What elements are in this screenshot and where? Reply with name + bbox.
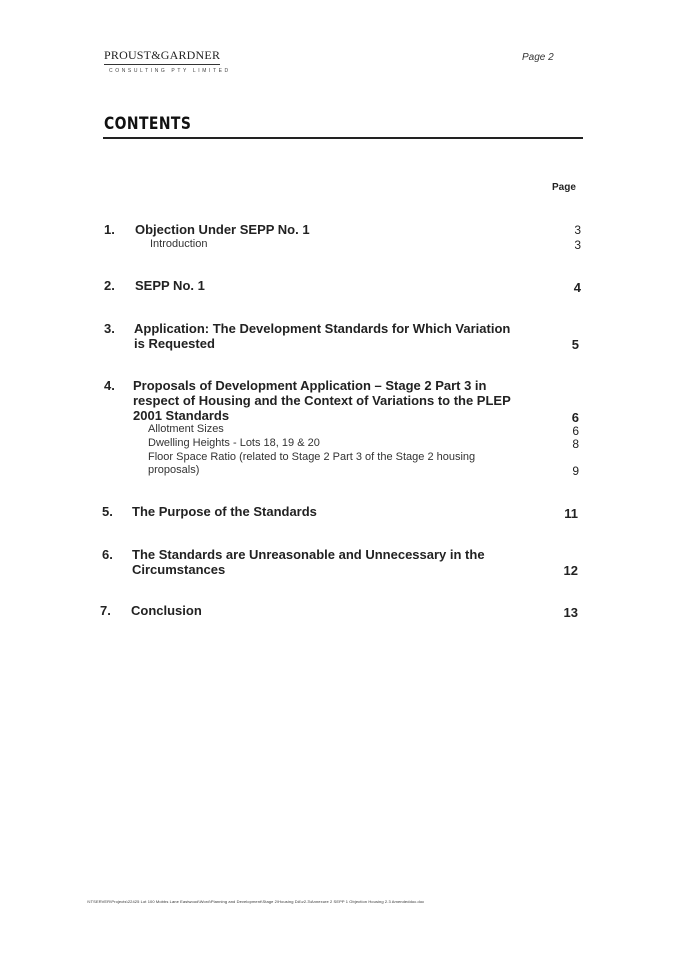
company-logo [104, 46, 231, 74]
page-number: Page 2 [522, 52, 554, 63]
section-number: 2. [104, 278, 115, 293]
section-page: 5 [571, 337, 579, 352]
section-title-line: The Standards are Unreasonable and Unnecessary in the [132, 547, 485, 562]
section-title: Objection Under SEPP No. 1 [135, 222, 310, 237]
section-page: 3 [574, 223, 581, 237]
subsection-page: 8 [572, 437, 579, 451]
subsection-page: 6 [572, 424, 579, 438]
section-title-line: Proposals of Development Application – Stage 2 Part 3 in [133, 378, 487, 393]
section-title-line: is Requested [134, 336, 215, 351]
logo-subtitle: CONSULTING PTY LIMITED [109, 68, 231, 74]
section-number: 3. [104, 321, 115, 336]
document-file-path: \\ITSERVER\Projects\22425 Lot 100 Mobbs Lane Eastwood\Word\Planning and Development\Stage 2\Housing DA\v2.3\Annexure 2 SEPP 1 Objection Housing 2.3 Amendeddoc.doc [87, 899, 425, 904]
section-page: 4 [573, 280, 581, 295]
section-title-line: respect of Housing and the Context of Variations to the PLEP [133, 393, 511, 408]
section-title: Conclusion [131, 603, 202, 618]
section-title: The Purpose of the Standards [132, 504, 317, 519]
section-number: 1. [104, 222, 115, 237]
logo-name: PROUST&GARDNER [104, 48, 220, 65]
contents-heading: CONTENTS [104, 114, 192, 134]
subsection-title-line: Floor Space Ratio (related to Stage 2 Part 3 of the Stage 2 housing [148, 451, 476, 463]
subsection-page: 3 [574, 238, 581, 252]
section-title: SEPP No. 1 [135, 278, 205, 293]
section-number: 6. [102, 547, 113, 562]
subsection-title: Introduction [150, 238, 208, 250]
section-number: 7. [100, 603, 111, 618]
section-page: 12 [563, 563, 578, 578]
section-number: 4. [104, 378, 115, 393]
subsection-title: Dwelling Heights - Lots 18, 19 & 20 [148, 437, 320, 449]
section-title-line: 2001 Standards [133, 408, 230, 423]
section-number: 5. [102, 504, 113, 519]
section-title-line: Application: The Development Standards for Which Variation [134, 321, 511, 336]
section-page: 11 [564, 506, 578, 521]
section-page: 13 [563, 605, 578, 620]
subsection-title-line: proposals) [148, 464, 200, 476]
section-title-line: Circumstances [132, 562, 226, 577]
section-page: 6 [571, 410, 579, 425]
heading-rule [103, 137, 583, 139]
page-column-label: Page [552, 182, 576, 193]
subsection-page: 9 [572, 464, 579, 478]
subsection-title: Allotment Sizes [148, 423, 224, 435]
